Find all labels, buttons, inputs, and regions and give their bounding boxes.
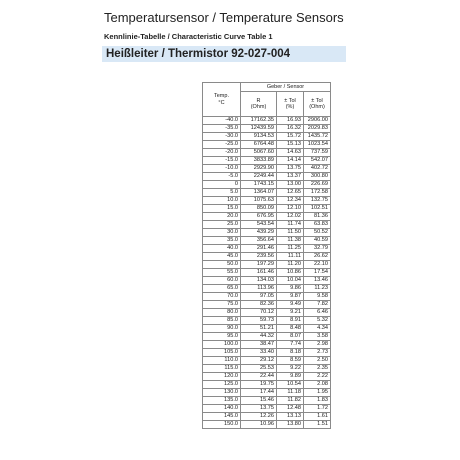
tolerance-percent-cell: 14.14	[277, 157, 304, 165]
tolerance-percent-cell: 9.87	[277, 293, 304, 301]
table-row	[203, 365, 331, 373]
resistance-cell: 850.09	[241, 205, 277, 213]
tolerance-percent-cell: 12.65	[277, 189, 304, 197]
temperature-cell: 85.0	[203, 317, 241, 325]
tolerance-percent-cell: 8.48	[277, 325, 304, 333]
tolerance-ohm-cell: 26.62	[304, 253, 331, 261]
resistance-cell: 134.03	[241, 277, 277, 285]
resistance-cell: 439.29	[241, 229, 277, 237]
table-row	[203, 413, 331, 421]
resistance-cell: 2249.44	[241, 173, 277, 181]
temperature-cell: 90.0	[203, 325, 241, 333]
temperature-cell: 145.0	[203, 413, 241, 421]
sensor-group-header: Geber / Sensor	[241, 83, 331, 92]
tolerance-percent-cell: 10.04	[277, 277, 304, 285]
tolerance-percent-cell: 16.32	[277, 125, 304, 133]
tolerance-ohm-cell: 22.10	[304, 261, 331, 269]
tolerance-ohm-cell: 2.35	[304, 365, 331, 373]
tolerance-ohm-cell: 2.50	[304, 357, 331, 365]
temperature-cell: 25.0	[203, 221, 241, 229]
temperature-cell: 20.0	[203, 213, 241, 221]
resistance-cell: 291.46	[241, 245, 277, 253]
tolerance-percent-cell: 13.37	[277, 173, 304, 181]
table-row	[203, 325, 331, 333]
tolerance-percent-cell: 12.48	[277, 405, 304, 413]
tolerance-percent-cell: 8.91	[277, 317, 304, 325]
tolerance-ohm-cell: 402.72	[304, 165, 331, 173]
resistance-cell: 2929.90	[241, 165, 277, 173]
table-row	[203, 133, 331, 141]
temperature-cell: 35.0	[203, 237, 241, 245]
temperature-cell: 40.0	[203, 245, 241, 253]
tolerance-percent-cell: 13.80	[277, 421, 304, 429]
resistance-cell: 44.32	[241, 333, 277, 341]
tolerance-ohm-cell: 4.34	[304, 325, 331, 333]
table-row	[203, 125, 331, 133]
resistance-cell: 9134.53	[241, 133, 277, 141]
temperature-cell: 55.0	[203, 269, 241, 277]
resistance-cell: 51.21	[241, 325, 277, 333]
table-row	[203, 301, 331, 309]
resistance-cell: 1743.15	[241, 181, 277, 189]
resistance-column-header	[241, 92, 277, 117]
temperature-cell: 50.0	[203, 261, 241, 269]
tolerance-percent-column-header	[277, 92, 304, 117]
temperature-cell: 150.0	[203, 421, 241, 429]
temperature-cell: 115.0	[203, 365, 241, 373]
tolerance-percent-cell: 13.75	[277, 165, 304, 173]
tolerance-ohm-header-line1: ± Tol	[311, 97, 323, 104]
tolerance-ohm-cell: 9.58	[304, 293, 331, 301]
table-row	[203, 197, 331, 205]
tolerance-ohm-cell: 300.80	[304, 173, 331, 181]
table-row	[203, 293, 331, 301]
tolerance-ohm-cell: 11.23	[304, 285, 331, 293]
table-row	[203, 141, 331, 149]
tolerance-percent-cell: 8.18	[277, 349, 304, 357]
table-row	[203, 373, 331, 381]
temperature-cell: -30.0	[203, 133, 241, 141]
table-row	[203, 341, 331, 349]
table-row	[203, 421, 331, 429]
tolerance-ohm-cell: 2906.00	[304, 117, 331, 125]
tolerance-ohm-cell: 172.58	[304, 189, 331, 197]
tolerance-percent-cell: 11.50	[277, 229, 304, 237]
table-row	[203, 261, 331, 269]
tolerance-ohm-cell: 1023.54	[304, 141, 331, 149]
tolerance-ohm-cell: 7.82	[304, 301, 331, 309]
resistance-cell: 161.46	[241, 269, 277, 277]
temperature-cell: 105.0	[203, 349, 241, 357]
resistance-cell: 17.44	[241, 389, 277, 397]
temperature-header-line2: °C	[218, 99, 225, 106]
temperature-cell: 0	[203, 181, 241, 189]
tolerance-ohm-cell: 1435.72	[304, 133, 331, 141]
tolerance-ohm-cell: 50.52	[304, 229, 331, 237]
tolerance-percent-cell: 11.11	[277, 253, 304, 261]
tolerance-ohm-cell: 5.32	[304, 317, 331, 325]
table-row	[203, 245, 331, 253]
table-row	[203, 269, 331, 277]
table-row	[203, 405, 331, 413]
resistance-cell: 12439.59	[241, 125, 277, 133]
temperature-cell: 60.0	[203, 277, 241, 285]
resistance-cell: 13.75	[241, 405, 277, 413]
tolerance-ohm-cell: 3.58	[304, 333, 331, 341]
tolerance-ohm-cell: 17.54	[304, 269, 331, 277]
tolerance-ohm-cell: 1.95	[304, 389, 331, 397]
tolerance-ohm-cell: 1.61	[304, 413, 331, 421]
table-row	[203, 389, 331, 397]
resistance-cell: 1075.63	[241, 197, 277, 205]
tolerance-ohm-cell: 1.51	[304, 421, 331, 429]
resistance-cell: 5067.60	[241, 149, 277, 157]
tolerance-ohm-cell: 2.22	[304, 373, 331, 381]
tolerance-percent-cell: 14.63	[277, 149, 304, 157]
resistance-cell: 1364.07	[241, 189, 277, 197]
tolerance-ohm-cell: 1.83	[304, 397, 331, 405]
tolerance-percent-cell: 9.49	[277, 301, 304, 309]
tolerance-percent-cell: 8.59	[277, 357, 304, 365]
temperature-cell: 140.0	[203, 405, 241, 413]
product-banner: Heißleiter / Thermistor 92-027-004	[102, 46, 346, 62]
table-subtitle: Kennlinie-Tabelle / Characteristic Curve Table 1	[104, 32, 273, 41]
resistance-cell: 25.53	[241, 365, 277, 373]
resistance-cell: 70.12	[241, 309, 277, 317]
tolerance-percent-cell: 11.38	[277, 237, 304, 245]
temperature-cell: 5.0	[203, 189, 241, 197]
tolerance-percent-cell: 9.89	[277, 373, 304, 381]
resistance-cell: 356.64	[241, 237, 277, 245]
table-row	[203, 213, 331, 221]
table-row	[203, 173, 331, 181]
tolerance-percent-cell: 11.18	[277, 389, 304, 397]
temperature-cell: 65.0	[203, 285, 241, 293]
resistance-cell: 15.46	[241, 397, 277, 405]
tolerance-percent-cell: 9.86	[277, 285, 304, 293]
temperature-cell: -5.0	[203, 173, 241, 181]
tolerance-percent-cell: 10.54	[277, 381, 304, 389]
resistance-cell: 22.44	[241, 373, 277, 381]
curve-table-body	[203, 117, 331, 429]
temperature-cell: -15.0	[203, 157, 241, 165]
table-row	[203, 221, 331, 229]
tolerance-percent-cell: 11.74	[277, 221, 304, 229]
temperature-cell: -10.0	[203, 165, 241, 173]
tolerance-ohm-cell: 737.59	[304, 149, 331, 157]
tolerance-percent-cell: 13.00	[277, 181, 304, 189]
temperature-header-line1: Temp.	[214, 93, 229, 99]
resistance-cell: 19.75	[241, 381, 277, 389]
tolerance-ohm-cell: 2.73	[304, 349, 331, 357]
resistance-cell: 543.54	[241, 221, 277, 229]
tolerance-percent-cell: 15.13	[277, 141, 304, 149]
temperature-cell: 70.0	[203, 293, 241, 301]
resistance-cell: 82.36	[241, 301, 277, 309]
temperature-cell: 135.0	[203, 397, 241, 405]
temperature-cell: 80.0	[203, 309, 241, 317]
tolerance-ohm-cell: 81.36	[304, 213, 331, 221]
resistance-cell: 113.96	[241, 285, 277, 293]
table-row	[203, 189, 331, 197]
tolerance-percent-cell: 13.13	[277, 413, 304, 421]
temperature-cell: 30.0	[203, 229, 241, 237]
tolerance-ohm-cell: 542.07	[304, 157, 331, 165]
table-row	[203, 277, 331, 285]
resistance-cell: 676.95	[241, 213, 277, 221]
temperature-cell: 10.0	[203, 197, 241, 205]
tolerance-percent-cell: 12.34	[277, 197, 304, 205]
resistance-cell: 12.26	[241, 413, 277, 421]
temperature-cell: 15.0	[203, 205, 241, 213]
table-row	[203, 229, 331, 237]
resistance-cell: 29.12	[241, 357, 277, 365]
tolerance-ohm-cell: 13.46	[304, 277, 331, 285]
table-row	[203, 333, 331, 341]
tolerance-ohm-cell: 132.75	[304, 197, 331, 205]
temperature-cell: -25.0	[203, 141, 241, 149]
tolerance-ohm-column-header	[304, 92, 331, 117]
temperature-cell: 120.0	[203, 373, 241, 381]
table-row	[203, 397, 331, 405]
table-row	[203, 309, 331, 317]
resistance-cell: 10.96	[241, 421, 277, 429]
resistance-header-line1: R	[256, 97, 261, 104]
tolerance-percent-cell: 9.21	[277, 309, 304, 317]
tolerance-ohm-cell: 2.98	[304, 341, 331, 349]
tolerance-percent-cell: 11.25	[277, 245, 304, 253]
tolerance-ohm-cell: 1.72	[304, 405, 331, 413]
temperature-cell: 45.0	[203, 253, 241, 261]
temperature-column-header	[203, 83, 241, 117]
tolerance-percent-cell: 8.07	[277, 333, 304, 341]
temperature-cell: 130.0	[203, 389, 241, 397]
temperature-cell: 125.0	[203, 381, 241, 389]
tolerance-ohm-header-line2: (Ohm)	[309, 104, 325, 110]
tolerance-ohm-cell: 32.79	[304, 245, 331, 253]
temperature-cell: -35.0	[203, 125, 241, 133]
temperature-cell: 95.0	[203, 333, 241, 341]
table-row	[203, 253, 331, 261]
table-row	[203, 357, 331, 365]
temperature-cell: -20.0	[203, 149, 241, 157]
resistance-cell: 6764.48	[241, 141, 277, 149]
table-row	[203, 285, 331, 293]
temperature-cell: 75.0	[203, 301, 241, 309]
tolerance-percent-cell: 15.72	[277, 133, 304, 141]
table-row	[203, 317, 331, 325]
resistance-cell: 3833.89	[241, 157, 277, 165]
table-row	[203, 181, 331, 189]
resistance-cell: 33.40	[241, 349, 277, 357]
resistance-header-line2: (Ohm)	[250, 104, 267, 110]
tolerance-ohm-cell: 63.83	[304, 221, 331, 229]
table-row	[203, 149, 331, 157]
tolerance-percent-cell: 11.82	[277, 397, 304, 405]
resistance-cell: 97.05	[241, 293, 277, 301]
tolerance-percent-header-line2: (%)	[285, 104, 295, 110]
resistance-cell: 239.56	[241, 253, 277, 261]
tolerance-percent-cell: 12.02	[277, 213, 304, 221]
tolerance-ohm-cell: 226.69	[304, 181, 331, 189]
table-row	[203, 205, 331, 213]
table-row	[203, 117, 331, 125]
resistance-cell: 17162.35	[241, 117, 277, 125]
tolerance-percent-cell: 12.10	[277, 205, 304, 213]
tolerance-percent-cell: 16.93	[277, 117, 304, 125]
tolerance-ohm-cell: 40.59	[304, 237, 331, 245]
tolerance-percent-cell: 10.86	[277, 269, 304, 277]
table-row	[203, 237, 331, 245]
resistance-cell: 197.29	[241, 261, 277, 269]
tolerance-percent-cell: 11.20	[277, 261, 304, 269]
table-row	[203, 157, 331, 165]
temperature-cell: 100.0	[203, 341, 241, 349]
tolerance-ohm-cell: 102.51	[304, 205, 331, 213]
tolerance-ohm-cell: 2029.83	[304, 125, 331, 133]
tolerance-ohm-cell: 2.08	[304, 381, 331, 389]
resistance-cell: 38.47	[241, 341, 277, 349]
tolerance-ohm-cell: 6.46	[304, 309, 331, 317]
tolerance-percent-cell: 7.74	[277, 341, 304, 349]
table-row	[203, 349, 331, 357]
temperature-cell: 110.0	[203, 357, 241, 365]
temperature-cell: -40.0	[203, 117, 241, 125]
resistance-cell: 59.73	[241, 317, 277, 325]
page-title: Temperatursensor / Temperature Sensors	[104, 10, 344, 25]
table-row	[203, 381, 331, 389]
tolerance-percent-header-line1: ± Tol	[284, 97, 296, 104]
tolerance-percent-cell: 9.22	[277, 365, 304, 373]
table-row	[203, 165, 331, 173]
characteristic-curve-table	[202, 82, 331, 429]
